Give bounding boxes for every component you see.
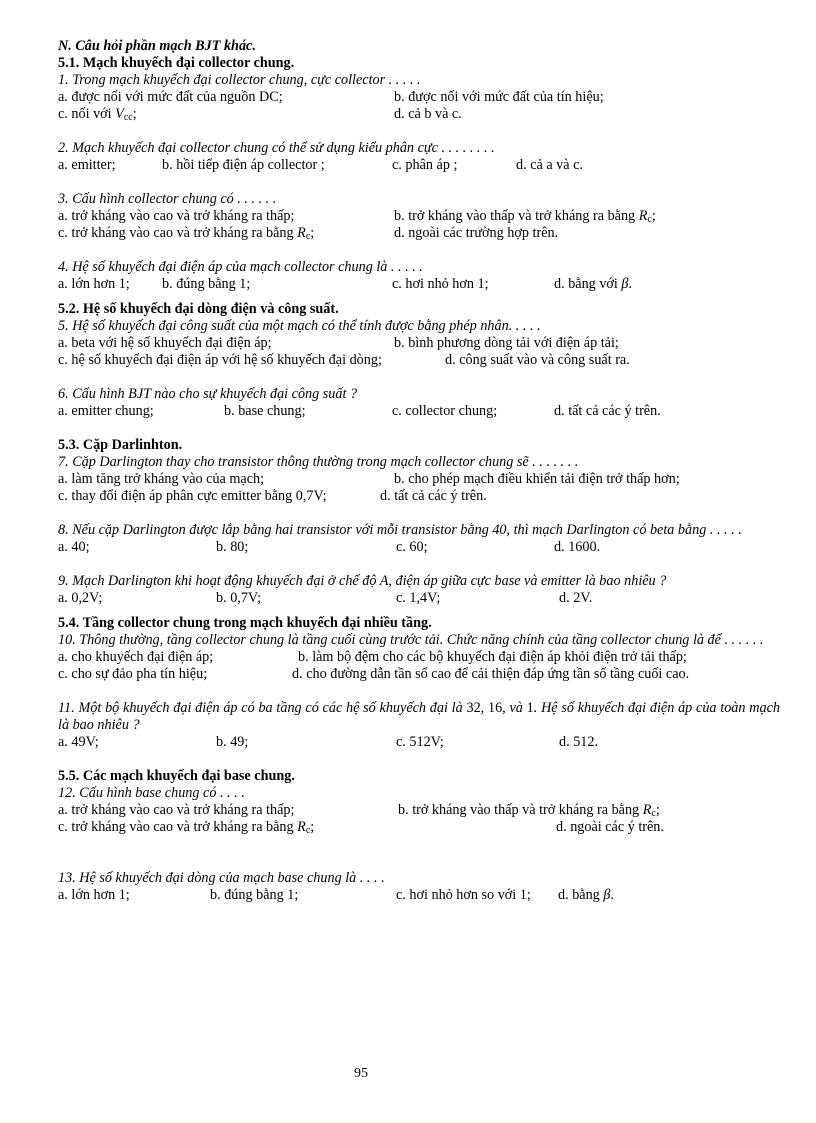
option-c: c. nối với $V_{cc}$;: [58, 106, 137, 123]
section-heading-5-2: 5.2. Hệ số khuyếch đại dòng điện và công suất.: [58, 301, 339, 317]
option-d: d. 1600.: [554, 539, 601, 555]
section-heading-5-1: 5.1. Mạch khuyếch đại collector chung.: [58, 55, 295, 71]
answer-row: [58, 734, 780, 751]
option-d: d. cả a và c.: [516, 157, 583, 173]
option-a: a. trở kháng vào cao và trở kháng ra thấp;: [58, 802, 295, 818]
question-8: 8. Nếu cặp Darlington được lắp bằng hai transistor với mỗi transistor bằng 40, thì mạch Darlington có beta bằng . . . . .: [58, 522, 742, 538]
option-a: a. 40;: [58, 539, 90, 555]
option-b: b. 49;: [216, 734, 249, 750]
answer-row: [58, 276, 780, 293]
question-1: 1. Trong mạch khuyếch đại collector chung, cực collector . . . . .: [58, 72, 421, 88]
section-heading-n: N. Câu hỏi phần mạch BJT khác.: [58, 38, 256, 54]
option-c: c. cho sự đảo pha tín hiệu;: [58, 666, 208, 682]
answer-row: [58, 471, 780, 488]
answer-row: [58, 802, 780, 819]
option-c: c. trở kháng vào cao và trở kháng ra bằng $R_c$;: [58, 819, 315, 836]
answer-row: [58, 666, 780, 683]
option-a: a. emitter;: [58, 157, 116, 173]
answer-row: [58, 649, 780, 666]
option-c: c. hệ số khuyếch đại điện áp với hệ số khuyếch đại dòng;: [58, 352, 382, 368]
question-9: 9. Mạch Darlington khi hoạt động khuyếch đại ở chế độ A, điện áp giữa cực base và emitter là bao nhiêu ?: [58, 573, 667, 589]
option-b: b. đúng bằng 1;: [162, 276, 251, 292]
option-b: b. đúng bằng 1;: [210, 887, 299, 903]
option-d: d. cả b và c.: [394, 106, 462, 122]
option-a: a. 49V;: [58, 734, 99, 750]
question-7: 7. Cặp Darlington thay cho transistor thông thường trong mạch collector chung sẽ . . . . . . .: [58, 454, 579, 470]
question-13: 13. Hệ số khuyếch đại dòng của mạch base chung là . . . .: [58, 870, 385, 886]
answer-row: [58, 225, 780, 242]
section-heading-5-4: 5.4. Tầng collector chung trong mạch khuyếch đại nhiều tầng.: [58, 615, 432, 631]
option-b: b. cho phép mạch điều khiển tải điện trở thấp hơn;: [394, 471, 680, 487]
option-c: c. hơi nhỏ hơn 1;: [392, 276, 489, 292]
question-11: 11. Một bộ khuyếch đại điện áp có ba tầng có các hệ số khuyếch đại là 32, 16, và 1. Hệ số khuyếch đại điện áp của toàn mạch là bao nhiêu ?: [58, 700, 780, 733]
section-heading-5-3: 5.3. Cặp Darlinhton.: [58, 437, 183, 453]
option-a: a. lớn hơn 1;: [58, 887, 130, 903]
answer-row: [58, 887, 780, 904]
option-a: a. beta với hệ số khuyếch đại điện áp;: [58, 335, 272, 351]
option-d: d. tất cả các ý trên.: [380, 488, 487, 504]
option-d: d. 2V.: [559, 590, 593, 606]
option-b: b. base chung;: [224, 403, 306, 419]
answer-row: [58, 539, 780, 556]
answer-row: [58, 819, 780, 836]
option-c: c. phân áp ;: [392, 157, 458, 173]
section-heading-5-5: 5.5. Các mạch khuyếch đại base chung.: [58, 768, 295, 784]
question-5: 5. Hệ số khuyếch đại công suất của một mạch có thể tính được bằng phép nhân. . . . .: [58, 318, 541, 334]
option-c: c. trở kháng vào cao và trở kháng ra bằng $R_c$;: [58, 225, 315, 242]
option-a: a. 0,2V;: [58, 590, 103, 606]
option-d: d. bằng β.: [558, 887, 614, 903]
question-6: 6. Cấu hình BJT nào cho sự khuyếch đại công suất ?: [58, 386, 358, 402]
option-c: c. hơi nhỏ hơn so với 1;: [396, 887, 531, 903]
option-b: b. 0,7V;: [216, 590, 262, 606]
option-c: c. 60;: [396, 539, 428, 555]
option-b: b. trở kháng vào thấp và trở kháng ra bằng $R_c$;: [394, 208, 656, 225]
question-3: 3. Cấu hình collector chung có . . . . . .: [58, 191, 277, 207]
question-10: 10. Thông thường, tầng collector chung là tầng cuối cùng trước tải. Chức năng chính của tầng collector chung là để . . . . . .: [58, 632, 764, 648]
answer-row: [58, 352, 780, 369]
option-a: a. emitter chung;: [58, 403, 154, 419]
answer-row: [58, 208, 780, 225]
option-b: b. bình phương dòng tải với điện áp tải;: [394, 335, 619, 351]
option-d: d. ngoài các trường hợp trên.: [394, 225, 559, 241]
question-12: 12. Cấu hình base chung có . . . .: [58, 785, 245, 801]
option-a: a. trở kháng vào cao và trở kháng ra thấp;: [58, 208, 295, 224]
option-b: b. làm bộ đệm cho các bộ khuyếch đại điện áp khỏi điện trở tải thấp;: [298, 649, 687, 665]
option-b: b. 80;: [216, 539, 249, 555]
option-d: d. 512.: [559, 734, 599, 750]
answer-row: [58, 590, 780, 607]
answer-row: [58, 89, 780, 106]
option-a: a. lớn hơn 1;: [58, 276, 130, 292]
option-b: b. hồi tiếp điện áp collector ;: [162, 157, 325, 173]
option-d: d. ngoài các ý trên.: [556, 819, 664, 835]
option-c: c. collector chung;: [392, 403, 498, 419]
option-d: d. bằng với β.: [554, 276, 633, 292]
page-number: 95: [354, 1066, 368, 1081]
option-a: a. cho khuyếch đại điện áp;: [58, 649, 214, 665]
option-b: b. được nối với mức đất của tín hiệu;: [394, 89, 604, 105]
option-d: d. tất cả các ý trên.: [554, 403, 661, 419]
option-a: a. làm tăng trở kháng vào của mạch;: [58, 471, 265, 487]
answer-row: [58, 488, 780, 505]
option-c: c. thay đổi điện áp phân cực emitter bằng 0,7V;: [58, 488, 327, 504]
answer-row: [58, 106, 780, 123]
question-2: 2. Mạch khuyếch đại collector chung có thể sử dụng kiểu phân cực . . . . . . . .: [58, 140, 495, 156]
answer-row: [58, 157, 780, 174]
document-page: [58, 38, 780, 904]
option-d: d. công suất vào và công suất ra.: [445, 352, 630, 368]
option-b: b. trở kháng vào thấp và trở kháng ra bằng $R_c$;: [398, 802, 660, 819]
option-d: d. cho đường dẫn tần số cao để cải thiện đáp ứng tần số tầng cuối cao.: [292, 666, 690, 682]
answer-row: [58, 335, 780, 352]
option-c: c. 512V;: [396, 734, 444, 750]
option-c: c. 1,4V;: [396, 590, 441, 606]
answer-row: [58, 403, 780, 420]
option-a: a. được nối với mức đất của nguồn DC;: [58, 89, 283, 105]
question-4: 4. Hệ số khuyếch đại điện áp của mạch collector chung là . . . . .: [58, 259, 423, 275]
